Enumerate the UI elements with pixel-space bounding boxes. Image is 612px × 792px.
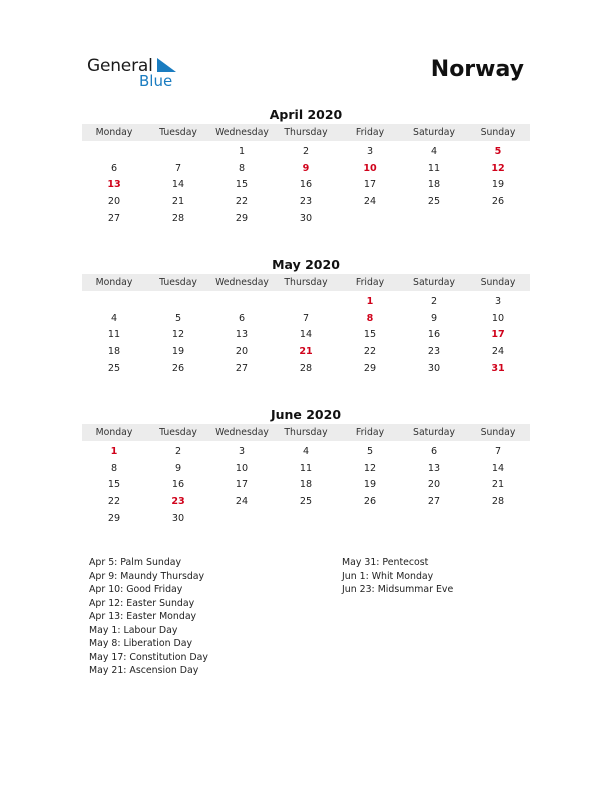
day-cell: 22: [235, 196, 249, 208]
logo-word-blue: Blue: [139, 72, 173, 90]
day-cell: 26: [171, 363, 185, 375]
holiday-entry: Apr 10: Good Friday: [89, 584, 183, 595]
holiday-list-left: [89, 556, 208, 678]
week-row: [82, 177, 530, 194]
day-cell: 27: [427, 496, 441, 508]
day-cell: 18: [299, 479, 313, 491]
logo-triangle-icon: [155, 57, 177, 73]
holiday-entry: May 1: Labour Day: [89, 624, 178, 636]
holiday-day-cell: 9: [302, 162, 310, 174]
holiday-day-cell: 13: [107, 179, 121, 191]
weekday-header: Monday: [95, 427, 133, 438]
logo-word-general: General: [87, 56, 153, 76]
day-cell: 20: [427, 479, 441, 491]
holiday-entry: Jun 23: Midsummar Eve: [342, 584, 454, 595]
day-grid: [82, 291, 530, 377]
weekday-header: Thursday: [284, 427, 328, 438]
day-cell: 28: [491, 496, 505, 508]
day-cell: 15: [107, 479, 121, 491]
holiday-day-cell: 5: [494, 145, 502, 157]
weekday-header: Saturday: [413, 427, 455, 438]
holiday-entry: Apr 9: Maundy Thursday: [89, 570, 205, 582]
day-cell: 7: [174, 162, 182, 174]
day-cell: 29: [363, 363, 377, 375]
weekday-header: Saturday: [413, 127, 455, 138]
week-row: [82, 310, 530, 327]
week-row: [82, 493, 530, 510]
weekday-header: Wednesday: [215, 127, 269, 138]
day-cell: 14: [171, 179, 185, 191]
day-cell: 28: [171, 213, 185, 225]
day-cell: 12: [363, 462, 377, 474]
weekday-header: Wednesday: [215, 427, 269, 438]
day-cell: 25: [427, 196, 441, 208]
weekday-header: Thursday: [284, 127, 328, 138]
day-cell: 16: [427, 329, 441, 341]
holiday-day-cell: 31: [491, 363, 505, 375]
weekday-header: Friday: [355, 127, 385, 138]
day-cell: 23: [427, 346, 441, 358]
holiday-entry: May 17: Constitution Day: [89, 651, 208, 663]
day-cell: 3: [238, 445, 246, 457]
day-cell: 18: [427, 179, 441, 191]
day-cell: 19: [363, 479, 377, 491]
day-cell: 6: [430, 445, 438, 457]
day-cell: 30: [299, 213, 313, 225]
country-title: Norway: [430, 57, 524, 82]
day-cell: 27: [235, 363, 249, 375]
day-cell: 28: [299, 363, 313, 375]
week-row: [82, 193, 530, 210]
holiday-day-cell: 1: [366, 295, 374, 307]
week-row: [82, 160, 530, 177]
holiday-day-cell: 8: [366, 312, 374, 324]
day-cell: 2: [174, 445, 182, 457]
week-row: [82, 510, 530, 527]
day-cell: 9: [430, 312, 438, 324]
month-title: April 2020: [269, 107, 343, 122]
day-cell: 15: [363, 329, 377, 341]
week-row: [82, 210, 530, 227]
day-cell: 7: [302, 312, 310, 324]
day-cell: 2: [302, 145, 310, 157]
day-cell: 8: [238, 162, 246, 174]
day-cell: 3: [494, 295, 502, 307]
day-cell: 26: [491, 196, 505, 208]
holiday-day-cell: 21: [299, 346, 313, 358]
day-cell: 10: [235, 462, 249, 474]
day-cell: 22: [363, 346, 377, 358]
day-cell: 2: [430, 295, 438, 307]
month-title: June 2020: [270, 407, 342, 422]
day-cell: 29: [107, 513, 121, 525]
day-cell: 14: [299, 329, 313, 341]
day-cell: 14: [491, 462, 505, 474]
week-row: [82, 343, 530, 360]
week-row: [82, 360, 530, 377]
day-cell: 24: [491, 346, 505, 358]
day-cell: 23: [299, 196, 313, 208]
day-grid: [82, 441, 530, 527]
month-may: [82, 256, 530, 377]
weekday-header: Tuesday: [159, 127, 197, 138]
day-cell: 20: [235, 346, 249, 358]
day-cell: 4: [110, 312, 118, 324]
day-cell: 20: [107, 196, 121, 208]
day-cell: 13: [427, 462, 441, 474]
day-cell: 18: [107, 346, 121, 358]
generalblue-logo: [87, 56, 187, 96]
day-cell: 5: [366, 445, 374, 457]
holiday-day-cell: 10: [363, 162, 377, 174]
day-cell: 11: [427, 162, 441, 174]
day-cell: 19: [171, 346, 185, 358]
weekday-header: Wednesday: [215, 277, 269, 288]
day-cell: 8: [110, 462, 118, 474]
holiday-day-cell: 17: [491, 329, 505, 341]
day-cell: 21: [491, 479, 505, 491]
day-cell: 15: [235, 179, 249, 191]
day-cell: 16: [171, 479, 185, 491]
day-cell: 16: [299, 179, 313, 191]
day-cell: 3: [366, 145, 374, 157]
day-cell: 6: [110, 162, 118, 174]
day-cell: 11: [107, 329, 121, 341]
day-cell: 13: [235, 329, 249, 341]
weekday-header: Tuesday: [159, 427, 197, 438]
day-cell: 5: [174, 312, 182, 324]
week-row: [82, 327, 530, 344]
day-cell: 17: [363, 179, 377, 191]
day-cell: 24: [235, 496, 249, 508]
weekday-header-row: [82, 424, 530, 441]
day-cell: 22: [107, 496, 121, 508]
day-cell: 21: [171, 196, 185, 208]
holiday-entry: May 8: Liberation Day: [89, 638, 193, 649]
holiday-entry: Apr 12: Easter Sunday: [89, 597, 195, 609]
weekday-header: Friday: [355, 427, 385, 438]
holiday-entry: Jun 1: Whit Monday: [342, 570, 434, 582]
weekday-header-row: [82, 274, 530, 291]
week-row: [82, 477, 530, 494]
weekday-header: Thursday: [284, 277, 328, 288]
day-cell: 29: [235, 213, 249, 225]
weekday-header: Tuesday: [159, 277, 197, 288]
day-cell: 6: [238, 312, 246, 324]
day-cell: 7: [494, 445, 502, 457]
day-cell: 27: [107, 213, 121, 225]
weekday-header: Monday: [95, 127, 133, 138]
holiday-day-cell: 1: [110, 445, 118, 457]
weekday-header-row: [82, 124, 530, 141]
month-june: [82, 406, 530, 527]
day-cell: 19: [491, 179, 505, 191]
holiday-entry: Apr 13: Easter Monday: [89, 611, 197, 622]
holiday-entry: May 21: Ascension Day: [89, 665, 199, 676]
day-cell: 4: [430, 145, 438, 157]
week-row: [82, 460, 530, 477]
day-cell: 9: [174, 462, 182, 474]
day-cell: 30: [427, 363, 441, 375]
holiday-day-cell: 12: [491, 162, 505, 174]
day-cell: 12: [171, 329, 185, 341]
day-cell: 1: [238, 145, 246, 157]
day-cell: 17: [235, 479, 249, 491]
week-row: [82, 443, 530, 460]
weekday-header: Monday: [95, 277, 133, 288]
day-cell: 25: [299, 496, 313, 508]
weekday-header: Sunday: [480, 277, 516, 288]
holiday-day-cell: 23: [171, 496, 185, 508]
month-april: [82, 106, 530, 227]
weekday-header: Sunday: [480, 427, 516, 438]
day-cell: 4: [302, 445, 310, 457]
day-grid: [82, 141, 530, 227]
day-cell: 24: [363, 196, 377, 208]
day-cell: 30: [171, 513, 185, 525]
week-row: [82, 293, 530, 310]
month-title: May 2020: [272, 257, 340, 272]
day-cell: 11: [299, 462, 313, 474]
holiday-list-right: [342, 556, 453, 597]
weekday-header: Saturday: [413, 277, 455, 288]
week-row: [82, 143, 530, 160]
holiday-entry: Apr 5: Palm Sunday: [89, 557, 182, 568]
day-cell: 25: [107, 363, 121, 375]
day-cell: 26: [363, 496, 377, 508]
holiday-entry: May 31: Pentecost: [342, 557, 429, 568]
day-cell: 10: [491, 312, 505, 324]
weekday-header: Sunday: [480, 127, 516, 138]
weekday-header: Friday: [355, 277, 385, 288]
